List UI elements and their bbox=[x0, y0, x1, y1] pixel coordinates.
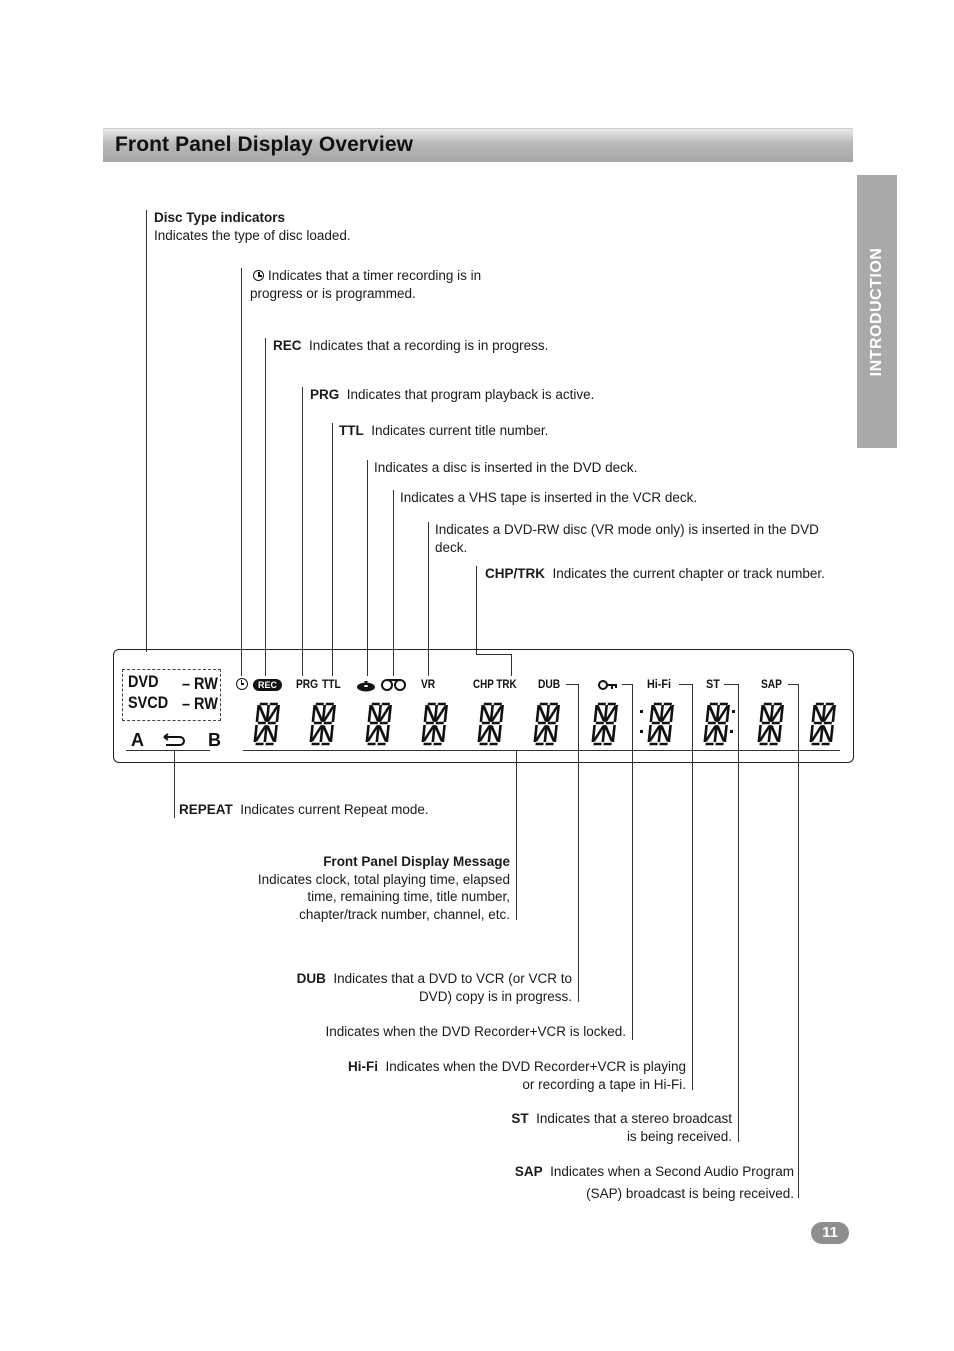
dub-line2: DVD) copy is in progress. bbox=[418, 988, 572, 1004]
side-tab bbox=[857, 175, 897, 448]
leader-chptrk bbox=[476, 566, 477, 654]
lcd-prg: PRG bbox=[296, 677, 319, 691]
lcd-rec-badge: REC bbox=[253, 679, 282, 691]
leader-lock bbox=[632, 684, 633, 1040]
segment-digit bbox=[252, 702, 282, 746]
hifi-label: Hi-Fi bbox=[347, 1059, 378, 1074]
digit-underline bbox=[243, 750, 840, 751]
callout-hifi bbox=[286, 1058, 686, 1093]
dub-line1: Indicates that a DVD to VCR (or VCR to bbox=[333, 971, 572, 986]
leader-fpd bbox=[516, 750, 517, 920]
prg-desc: Indicates that program playback is active. bbox=[346, 387, 595, 402]
hifi-tick bbox=[679, 684, 692, 685]
segment-digit bbox=[476, 702, 506, 746]
dub-label: DUB bbox=[296, 971, 326, 986]
segment-digit bbox=[808, 702, 838, 746]
callout-prg bbox=[310, 386, 594, 404]
segment-digit bbox=[646, 702, 676, 746]
lcd-rw-2: – RW bbox=[182, 694, 218, 713]
rec-label: REC bbox=[273, 338, 302, 353]
lcd-clock-icon bbox=[236, 678, 248, 690]
segment-digit bbox=[420, 702, 450, 746]
callout-dvd-deck bbox=[374, 459, 637, 477]
callout-timer bbox=[250, 267, 481, 302]
callout-st bbox=[432, 1110, 732, 1145]
leader-repeat bbox=[174, 750, 175, 818]
timer-desc-line1: Indicates that a timer recording is in bbox=[268, 268, 482, 283]
segment-digit bbox=[756, 702, 786, 746]
callout-sap bbox=[454, 1161, 794, 1205]
segment-digit bbox=[590, 702, 620, 746]
callout-dub bbox=[232, 970, 572, 1005]
segment-digit bbox=[532, 702, 562, 746]
segment-digit bbox=[308, 702, 338, 746]
fpd-line3: chapter/track number, channel, etc. bbox=[299, 906, 510, 922]
lcd-rw-1: – RW bbox=[182, 674, 218, 693]
disc-type-title: Disc Type indicators bbox=[154, 210, 286, 225]
callout-lock bbox=[266, 1023, 626, 1041]
hifi-line1: Indicates when the DVD Recorder+VCR is playing bbox=[385, 1059, 686, 1074]
lcd-a: A bbox=[131, 730, 144, 750]
page-number: 11 bbox=[822, 1224, 838, 1241]
leader-ttl bbox=[332, 423, 333, 676]
chptrk-desc: Indicates the current chapter or track number. bbox=[552, 566, 825, 581]
colon-dot bbox=[730, 730, 733, 733]
callout-fpd bbox=[210, 853, 510, 923]
repeat-underline bbox=[126, 750, 210, 751]
lcd-svcd: SVCD bbox=[128, 693, 169, 712]
lcd-chptrk: CHP TRK bbox=[473, 677, 517, 691]
leader-dub bbox=[578, 684, 579, 1002]
lcd-ttl: TTL bbox=[322, 677, 341, 691]
colon-dot bbox=[640, 730, 643, 733]
st-line2: is being received. bbox=[626, 1128, 732, 1144]
callout-vcr-deck bbox=[400, 489, 697, 507]
vcr-deck-desc: Indicates a VHS tape is inserted in the VCR deck. bbox=[400, 490, 698, 505]
hifi-line2: or recording a tape in Hi-Fi. bbox=[522, 1076, 686, 1092]
leader-hifi bbox=[692, 684, 693, 1090]
callout-ttl bbox=[339, 422, 548, 440]
fpd-line2: time, remaining time, title number, bbox=[307, 889, 510, 904]
rec-desc: Indicates that a recording is in progress. bbox=[309, 338, 549, 353]
page-title: Front Panel Display Overview bbox=[115, 133, 414, 156]
colon-dot bbox=[732, 710, 735, 713]
chptrk-label: CHP/TRK bbox=[485, 566, 545, 581]
vr-desc-line2: deck. bbox=[435, 539, 468, 555]
lcd-dvd: DVD bbox=[128, 672, 159, 691]
sap-line1: Indicates when a Second Audio Program bbox=[550, 1164, 794, 1179]
key-lock-icon bbox=[598, 678, 618, 690]
disc-icon bbox=[356, 679, 378, 691]
lock-tick bbox=[622, 684, 632, 685]
callout-chptrk bbox=[485, 565, 825, 583]
lcd-st: ST bbox=[706, 677, 720, 691]
callout-disc-type bbox=[154, 209, 351, 244]
colon-dot bbox=[640, 710, 643, 713]
lcd-sap: SAP bbox=[761, 677, 782, 691]
page-number-badge bbox=[811, 1222, 849, 1244]
segment-digit bbox=[702, 702, 732, 746]
leader-sap bbox=[798, 684, 799, 1198]
st-tick bbox=[724, 684, 738, 685]
sap-tick bbox=[788, 684, 798, 685]
st-line1: Indicates that a stereo broadcast bbox=[536, 1111, 732, 1126]
sap-label: SAP bbox=[514, 1164, 543, 1179]
st-label: ST bbox=[511, 1111, 529, 1126]
leader-dvd-deck bbox=[367, 460, 368, 676]
fpd-title: Front Panel Display Message bbox=[323, 854, 510, 869]
prg-label: PRG bbox=[310, 387, 340, 402]
callout-repeat bbox=[179, 801, 429, 819]
leader-timer bbox=[241, 268, 242, 676]
repeat-desc: Indicates current Repeat mode. bbox=[240, 802, 429, 817]
leader-rec bbox=[265, 338, 266, 676]
ttl-desc: Indicates current title number. bbox=[371, 423, 549, 438]
tape-icon bbox=[380, 678, 408, 692]
sap-line2: (SAP) broadcast is being received. bbox=[586, 1186, 794, 1201]
fpd-line1: Indicates clock, total playing time, elapsed bbox=[257, 871, 510, 887]
side-tab-label: INTRODUCTION bbox=[868, 247, 885, 376]
leader-st bbox=[738, 684, 739, 1142]
dvd-deck-desc: Indicates a disc is inserted in the DVD deck. bbox=[374, 460, 638, 475]
leader-disc-type bbox=[146, 210, 147, 652]
segment-digit bbox=[364, 702, 394, 746]
dub-tick bbox=[566, 684, 578, 685]
section-title-bar bbox=[103, 128, 853, 162]
repeat-icon bbox=[160, 733, 186, 745]
lcd-hifi: Hi-Fi bbox=[647, 677, 672, 691]
repeat-label: REPEAT bbox=[179, 802, 233, 817]
timer-desc-line2: progress or is programmed. bbox=[250, 285, 416, 301]
lcd-vr: VR bbox=[421, 677, 436, 691]
lcd-b: B bbox=[208, 730, 221, 750]
callout-vr bbox=[435, 521, 819, 556]
callout-rec bbox=[273, 337, 548, 355]
lock-desc: Indicates when the DVD Recorder+VCR is locked. bbox=[325, 1024, 626, 1039]
lcd-dub: DUB bbox=[538, 677, 561, 691]
leader-prg bbox=[302, 387, 303, 676]
clock-icon bbox=[253, 270, 264, 281]
ttl-label: TTL bbox=[339, 423, 364, 438]
vr-desc-line1: Indicates a DVD-RW disc (VR mode only) is inserted in the DVD bbox=[435, 522, 819, 537]
disc-type-desc: Indicates the type of disc loaded. bbox=[154, 227, 351, 243]
